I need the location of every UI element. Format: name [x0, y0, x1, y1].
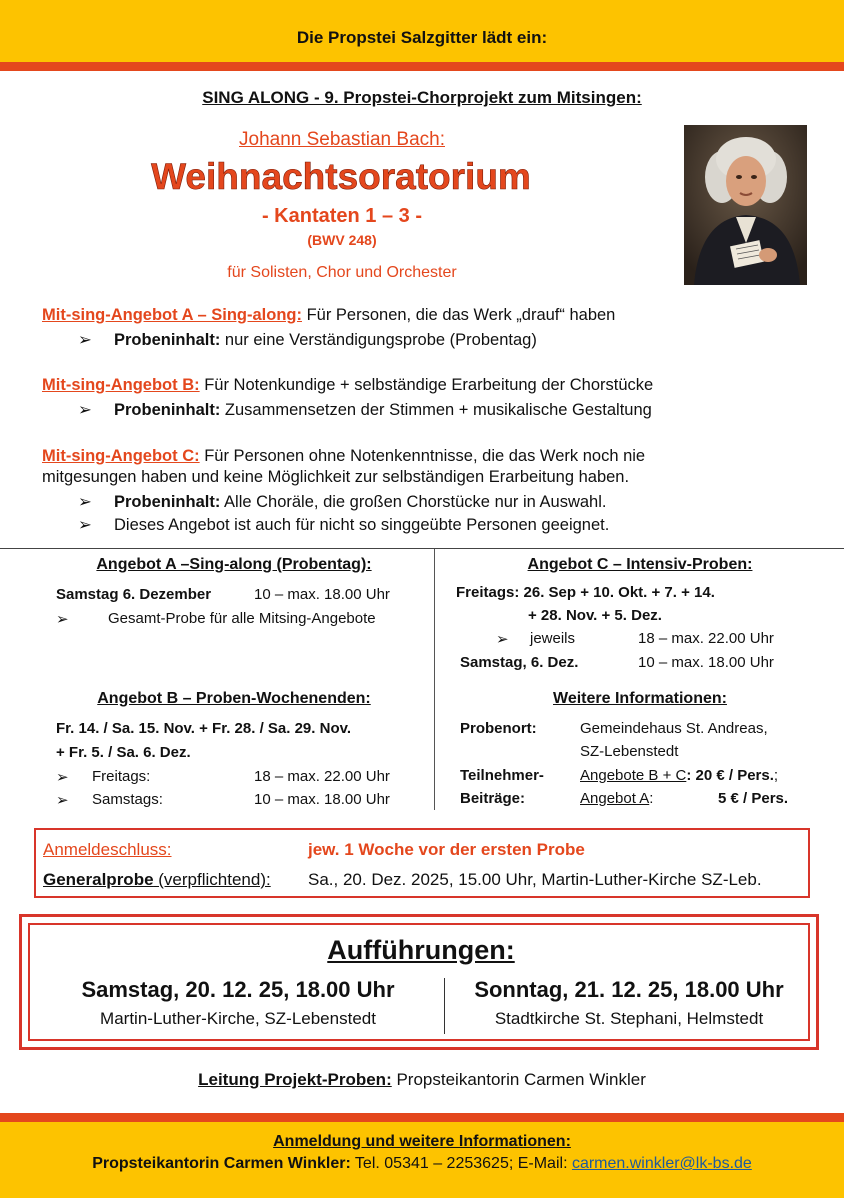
performances-box: [19, 914, 819, 1050]
footer-contact: [0, 1155, 844, 1173]
deadline-label: Anmeldeschluss:: [43, 840, 172, 859]
schedule-a-time: 10 – max. 18.00 Uhr: [254, 586, 390, 603]
offer-a: [42, 305, 812, 326]
info-head: Weitere Informationen:: [553, 690, 727, 707]
offer-c-head: Mit-sing-Angebot C:: [42, 447, 200, 465]
footer-title: Anmeldung und weitere Informationen:: [273, 1133, 571, 1150]
performance-right-place: Stadtkirche St. Stephani, Helmstedt: [494, 1009, 764, 1028]
generalprobe-value: Sa., 20. Dez. 2025, 15.00 Uhr, Martin-Luther-Kirche SZ-Leb.: [308, 870, 762, 889]
project-subtitle: SING ALONG - 9. Propstei-Chorprojekt zum Mitsingen:: [202, 88, 642, 107]
schedule-c-row2-label-text: Samstag, 6. Dez.: [460, 654, 579, 671]
direction-line: [0, 1070, 844, 1090]
info-beitrag-label1-text: Teilnehmer-: [460, 767, 544, 784]
info-ort-line2: SZ-Lebenstedt: [580, 743, 679, 760]
schedule-c-row2-time: 10 – max. 18.00 Uhr: [638, 654, 774, 671]
schedule-b-row2-label: Samstags:: [92, 791, 163, 808]
footer-contact-name: Propsteikantorin Carmen Winkler:: [92, 1155, 351, 1172]
offer-c-bullet2-text: Dieses Angebot ist auch für nicht so singgeübte Personen geeignet.: [114, 516, 610, 534]
column-divider: [434, 549, 435, 810]
info-bc-value: : 20 € / Pers.: [686, 767, 774, 784]
schedule-b-dates-line2: [56, 744, 191, 761]
offer-c-bullet-1: [78, 492, 606, 512]
offer-a-bullet-text: nur eine Verständigungsprobe (Probentag): [220, 331, 537, 349]
arrow-bullet-icon: ➢: [78, 401, 92, 419]
info-bc-tail: ;: [773, 767, 779, 784]
registration-box: [34, 828, 810, 898]
arrow-bullet-icon: ➢: [56, 611, 69, 628]
schedule-b-row2-time: 10 – max. 18.00 Uhr: [254, 791, 390, 808]
offer-c-bullet-text: Alle Choräle, die großen Chorstücke nur in Auswahl.: [220, 493, 607, 511]
portrait-drawing: [684, 125, 807, 285]
schedule-c-dates-line2: [528, 607, 662, 624]
info-beitrag-label1: [460, 767, 544, 784]
schedule-a-head: Angebot A –Sing-along (Probentag):: [96, 556, 372, 573]
schedule-b-dates-line1: [56, 720, 351, 737]
generalprobe-label-text: Generalprobe: [43, 870, 154, 889]
generalprobe-label: [43, 870, 271, 890]
schedule-c-head: Angebot C – Intensiv-Proben:: [527, 556, 753, 573]
schedule-b-dates-line2-text: + Fr. 5. / Sa. 6. Dez.: [56, 744, 191, 761]
info-ort-label: [460, 720, 537, 737]
offer-a-head: Mit-sing-Angebot A – Sing-along:: [42, 306, 302, 324]
schedule-b-dates-line1-text: Fr. 14. / Sa. 15. Nov. + Fr. 28. / Sa. 29. Nov.: [56, 720, 352, 737]
offer-b-bullet: [78, 400, 652, 420]
offer-b-text: Für Notenkundige + selbständige Erarbeitung der Chorstücke: [199, 376, 654, 394]
info-beitrag-label2-text: Beiträge:: [460, 790, 526, 807]
work-besetzung: für Solisten, Chor und Orchester: [227, 264, 457, 281]
info-beitrag-label2: [460, 790, 525, 807]
schedule-c-row1-time: 18 – max. 22.00 Uhr: [638, 630, 774, 647]
info-a-price-label: [580, 790, 653, 807]
offer-b-head: Mit-sing-Angebot B:: [42, 376, 200, 394]
offer-b: [42, 375, 812, 396]
deadline-value: jew. 1 Woche vor der ersten Probe: [308, 840, 585, 859]
schedule-c-dates-line1: [456, 584, 715, 601]
schedule-c-row1-label: jeweils: [530, 630, 576, 647]
info-a-label: Angebot A: [580, 790, 650, 807]
bach-portrait-image: [684, 125, 807, 285]
composer-name: Johann Sebastian Bach:: [239, 129, 445, 150]
direction-label: Leitung Projekt-Proben:: [198, 1070, 392, 1089]
performance-right-date: Sonntag, 21. 12. 25, 18.00 Uhr: [474, 977, 784, 1002]
performances-divider: [444, 978, 445, 1034]
footer-contact-phone: Tel. 05341 – 2253625; E-Mail:: [350, 1155, 572, 1172]
info-bc-label: Angebote B + C: [580, 767, 687, 784]
performances-title: Aufführungen:: [327, 935, 515, 965]
performance-left-place: Martin-Luther-Kirche, SZ-Lebenstedt: [100, 1009, 376, 1028]
arrow-bullet-icon: ➢: [56, 769, 69, 786]
schedule-c-row2-label: [460, 654, 578, 671]
info-bc-price: [580, 767, 778, 784]
arrow-bullet-icon: ➢: [496, 631, 509, 648]
footer-email-link[interactable]: carmen.winkler@lk-bs.de: [571, 1155, 752, 1172]
generalprobe-note: (verpflichtend):: [153, 870, 271, 889]
offer-c: [42, 446, 812, 488]
schedule-a-date-text: Samstag 6. Dezember: [56, 586, 212, 603]
arrow-bullet-icon: ➢: [78, 516, 92, 534]
info-a-colon: :: [649, 790, 654, 807]
schedule-a-note: Gesamt-Probe für alle Mitsing-Angebote: [108, 610, 376, 627]
schedule-b-row1-time: 18 – max. 22.00 Uhr: [254, 768, 390, 785]
offer-c-text-line2: mitgesungen haben und keine Möglichkeit zur selbständigen Erarbeitung haben.: [42, 468, 630, 486]
info-ort-line1: Gemeindehaus St. Andreas,: [580, 720, 768, 737]
performances-inner-frame: [28, 923, 810, 1041]
arrow-bullet-icon: ➢: [56, 792, 69, 809]
offer-b-bullet-label: Probeninhalt:: [114, 401, 221, 419]
schedule-c-dates-line1-text: Freitags: 26. Sep + 10. Okt. + 7. + 14.: [456, 584, 715, 601]
offer-b-bullet-text: Zusammensetzen der Stimmen + musikalische Gestaltung: [220, 401, 652, 419]
arrow-bullet-icon: ➢: [78, 493, 92, 511]
work-bwv: (BWV 248): [307, 232, 377, 248]
section-divider: [0, 548, 844, 549]
header-title: Die Propstei Salzgitter lädt ein:: [296, 28, 548, 47]
footer-divider: [0, 1113, 844, 1122]
work-title: Weihnachtsoratorium: [151, 156, 531, 197]
arrow-bullet-icon: ➢: [78, 331, 92, 349]
schedule-b-head: Angebot B – Proben-Wochenenden:: [97, 690, 371, 707]
offer-a-bullet: [78, 330, 537, 350]
info-ort-label-text: Probenort:: [460, 720, 537, 737]
header-divider: [0, 62, 844, 71]
info-a-price-value: [718, 790, 788, 807]
direction-value: Propsteikantorin Carmen Winkler: [391, 1070, 646, 1089]
info-a-value: 5 € / Pers.: [718, 790, 789, 807]
work-kantaten: - Kantaten 1 – 3 -: [261, 205, 423, 227]
offer-c-bullet-2: [78, 515, 609, 535]
offer-a-bullet-label: Probeninhalt:: [114, 331, 221, 349]
offer-c-bullet-label: Probeninhalt:: [114, 493, 221, 511]
offer-a-text: Für Personen, die das Werk „drauf“ haben: [302, 306, 616, 324]
schedule-b-row1-label: Freitags:: [92, 768, 151, 785]
schedule-c-dates-line2-text: + 28. Nov. + 5. Dez.: [528, 607, 662, 624]
schedule-a-date: [56, 586, 211, 603]
offer-c-text-line1: Für Personen ohne Notenkenntnisse, die das Werk noch nie: [199, 447, 646, 465]
performance-left-date: Samstag, 20. 12. 25, 18.00 Uhr: [81, 977, 395, 1002]
